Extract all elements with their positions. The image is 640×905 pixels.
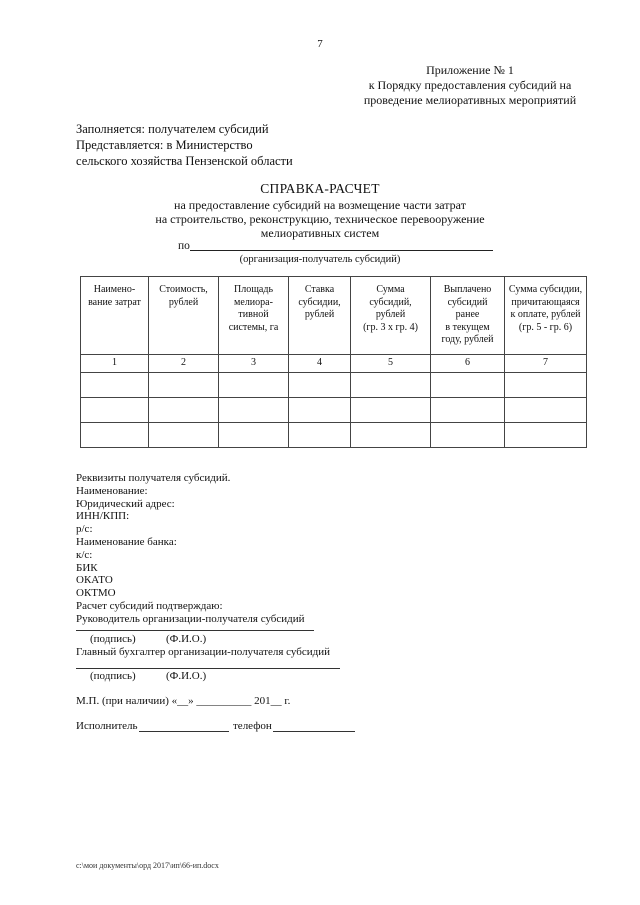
organization-hint: (организация-получатель субсидий) [239,254,401,265]
header-cell: Сумма субсидий, рублей (гр. 3 х гр. 4) [351,277,431,355]
requisite-corr-account: к/с: [76,548,93,561]
requisite-address: Юридический адрес: [76,497,175,510]
executor-label: Исполнитель [76,720,138,732]
document-subtitle [0,198,640,240]
table-header-row [81,277,587,355]
requisite-bik: БИК [76,561,98,574]
table-cell[interactable] [431,373,505,398]
table-cell[interactable] [351,398,431,423]
subtitle-line-1: на предоставление субсидий на возмещение части затрат [174,198,466,212]
table-row [81,373,587,398]
accountant-signature-line[interactable] [76,668,340,669]
requisite-okato: ОКАТО [76,574,113,587]
requisites-block [76,472,305,626]
table-cell[interactable] [81,373,149,398]
fill-info-line-2: Представляется: в Министерство [76,138,253,152]
appendix-line-2: к Порядку предоставления субсидий на [368,78,572,92]
table-cell[interactable] [431,398,505,423]
head-signature-caption: (подпись) [90,633,136,645]
head-fio-caption: (Ф.И.О.) [166,633,207,645]
document-title: СПРАВКА-РАСЧЕТ [260,181,380,196]
po-label: по [178,240,190,252]
table-cell[interactable] [505,398,587,423]
table-cell[interactable] [81,398,149,423]
header-cell: Наимено- вание затрат [81,277,149,355]
column-number-row [81,355,587,373]
column-number: 3 [219,355,289,373]
appendix-line-3: проведение мелиоративных мероприятий [363,93,577,107]
head-signature-line[interactable] [76,630,314,631]
table-cell[interactable] [505,423,587,448]
requisite-account: р/с: [76,523,93,536]
requisite-oktmo: ОКТМО [76,587,116,600]
table-row [81,398,587,423]
table-cell[interactable] [351,423,431,448]
table-cell[interactable] [289,398,351,423]
header-cell: Площадь мелиора- тивной системы, га [219,277,289,355]
table-cell[interactable] [149,398,219,423]
requisites-heading: Реквизиты получателя субсидий. [76,472,231,484]
table-cell[interactable] [505,373,587,398]
table-cell[interactable] [219,373,289,398]
table-row [81,423,587,448]
table-cell[interactable] [219,398,289,423]
table-cell[interactable] [149,423,219,448]
file-path-footer: c:\мои документы\орд 2017\ип\66-ип.docx [76,861,219,870]
table-cell[interactable] [431,423,505,448]
appendix-title: Приложение № 1 [426,63,514,77]
table-cell[interactable] [351,373,431,398]
table-cell[interactable] [289,373,351,398]
column-number: 6 [431,355,505,373]
requisite-name: Наименование: [76,484,148,497]
header-cell: Сумма субсидии, причитающаяся к оплате, рублей (гр. 5 - гр. 6) [505,277,587,355]
head-label: Руководитель организации-получателя субсидий [76,612,305,625]
requisite-bank-name: Наименование банка: [76,535,177,548]
requisite-inn-kpp: ИНН/КПП: [76,510,130,523]
page-number: 7 [317,38,323,50]
column-number: 4 [289,355,351,373]
phone-field-line[interactable] [273,731,355,732]
confirm-label: Расчет субсидий подтверждаю: [76,599,223,612]
fill-info-line-3: сельского хозяйства Пензенской области [76,154,293,168]
accountant-fio-caption: (Ф.И.О.) [166,670,207,682]
chief-accountant-label: Главный бухгалтер организации-получателя субсидий [76,646,331,658]
fill-info [76,121,293,169]
calculation-table [80,276,587,448]
table-cell[interactable] [219,423,289,448]
column-number: 1 [81,355,149,373]
column-number: 2 [149,355,219,373]
table-cell[interactable] [289,423,351,448]
subtitle-line-3: мелиоративных систем [260,226,380,240]
fill-info-line-1: Заполняется: получателем субсидий [76,122,269,136]
phone-label: телефон [233,720,272,732]
header-cell: Стоимость, рублей [149,277,219,355]
stamp-date-line: М.П. (при наличии) «__» __________ 201__ г. [76,695,291,707]
organization-field-line[interactable] [190,250,493,251]
column-number: 5 [351,355,431,373]
header-cell: Выплачено субсидий ранее в текущем году, рублей [431,277,505,355]
header-cell: Ставка субсидии, рублей [289,277,351,355]
table-cell[interactable] [149,373,219,398]
executor-field-line[interactable] [139,731,229,732]
column-number: 7 [505,355,587,373]
accountant-signature-caption: (подпись) [90,670,136,682]
table-cell[interactable] [81,423,149,448]
subtitle-line-2: на строительство, реконструкцию, техническое перевооружение [155,212,485,226]
